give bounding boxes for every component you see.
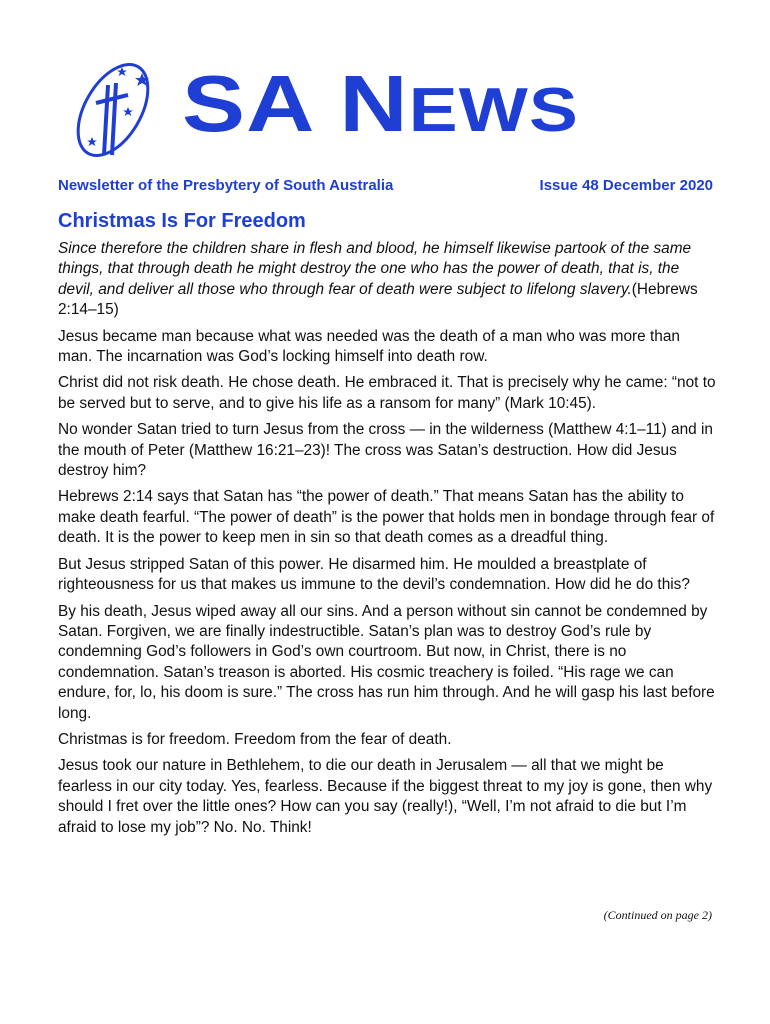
newsletter-name: Newsletter of the Presbytery of South Australia <box>58 177 394 194</box>
paragraph: Jesus took our nature in Bethlehem, to die our death in Jerusalem — all that we might be fearless in our city today. Yes, fearless. Because if the biggest threat to my joy is gone, then why should I fret over the little ones? How can you say (really!), “Well, I’m not afraid to die but I’m afraid to lose my job”? No. No. Think! <box>58 757 713 836</box>
paragraph: Christ did not risk death. He chose death. He embraced it. That is precisely why he came: “not to be served but to serve, and to give his life as a ransom for many” (Mark 10:45). <box>58 374 716 412</box>
paragraph: By his death, Jesus wiped away all our sins. And a person without sin cannot be condemned by Satan. Forgiven, we are finally indestructible. Satan’s plan was to destroy God’s rule by condemning God’s followers in God’s own courtroom. But now, in Christ, there is no condemnation. Satan’s treason is aborted. His cosmic treachery is foiled. “His rage we can endure, for, lo, his doom is sure.” The cross has run him through. And he will gasp his last before long. <box>58 602 715 722</box>
paragraph: But Jesus stripped Satan of this power. He disarmed him. He moulded a breastplate of righteousness for us that makes us immune to the devil’s condemnation. How did he do this? <box>58 555 690 594</box>
masthead-title-large: SA N <box>182 59 409 148</box>
article-title: Christmas Is For Freedom <box>58 210 306 232</box>
scripture-quote <box>58 239 718 321</box>
presbytery-logo <box>58 55 168 165</box>
paragraph: Hebrews 2:14 says that Satan has “the power of death.” That means Satan has the ability to make death fearful. “The power of death” is the power that holds men in bondage through fear of death. It is the power to keep men in sin so that death comes as a dreadful thing. <box>58 488 715 547</box>
subheader <box>58 177 713 194</box>
scripture-quote-ref: (Hebrews 2:14–15) <box>58 280 698 319</box>
continued-note: (Continued on page 2) <box>603 908 712 922</box>
scripture-quote-text: Since therefore the children share in flesh and blood, he himself likewise partook of the same things, that through death he might destroy the one who has the power of death, that is, the devil, and deliver all those who through fear of death were subject to lifelong slavery. <box>58 240 692 298</box>
paragraph: Jesus became man because what was needed was the death of a man who was more than man. The incarnation was God’s locking himself into death row. <box>58 327 680 366</box>
issue-info: Issue 48 December 2020 <box>539 177 713 194</box>
paragraph: No wonder Satan tried to turn Jesus from the cross — in the wilderness (Matthew 4:1–11) and in the mouth of Peter (Matthew 16:21–23)! The cross was Satan’s destruction. How did Jesus destroy him? <box>58 421 713 480</box>
article-body <box>58 239 718 844</box>
paragraph: Christmas is for freedom. Freedom from the fear of death. <box>58 730 452 748</box>
masthead-title <box>182 59 579 148</box>
masthead-title-small-caps: EWS <box>408 76 579 145</box>
